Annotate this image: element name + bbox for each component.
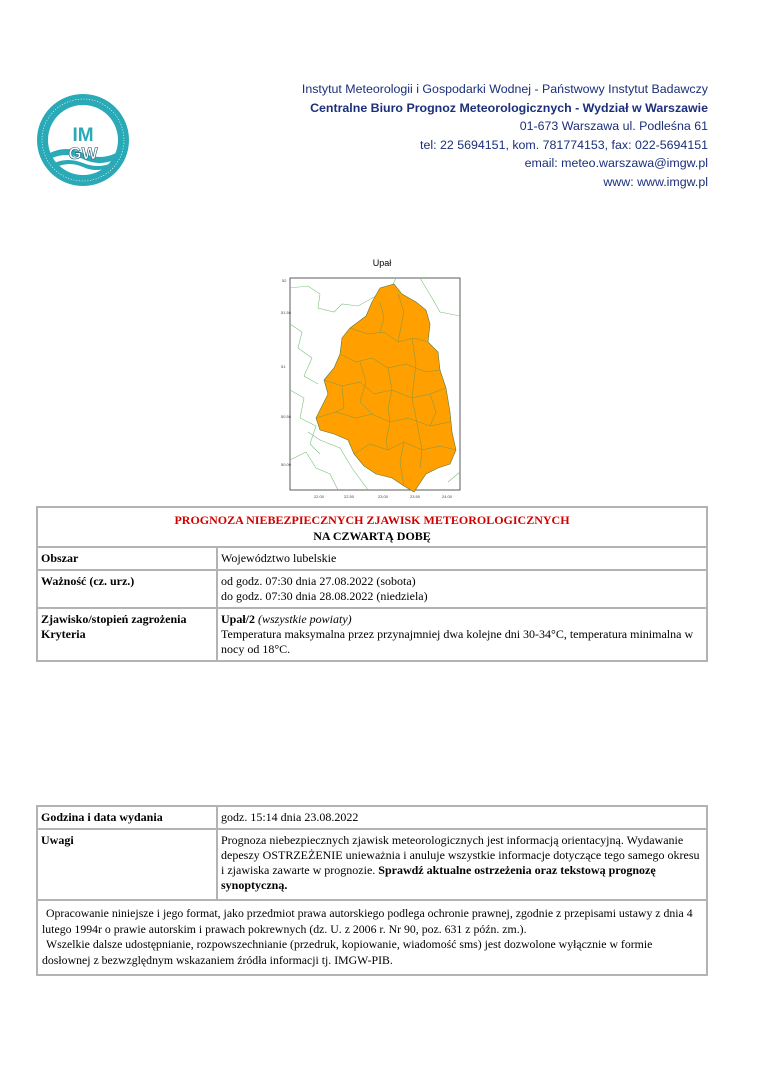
- office-name: Centralne Biuro Prognoz Meteorologicznych - Wydział w Warszawie: [310, 100, 708, 115]
- x-tick: 22.00: [314, 494, 325, 499]
- y-tick: 51: [281, 364, 286, 369]
- validity-to: do godz. 07:30 dnia 28.08.2022 (niedziela): [221, 589, 428, 603]
- y-tick: 52: [282, 278, 287, 283]
- notes-label: Uwagi: [37, 829, 217, 900]
- copyright-text-2: Wszelkie dalsze udostępnianie, rozpowszechnianie (przedruk, kopiowanie, wiadomość sms) jest dozwolone wyłącznie w formie dosłownej z bezwzględnym wskazaniem źródła informacji tj. IMGW-PIB.: [42, 937, 653, 967]
- copyright-text-1: Opracowanie niniejsze i jego format, jako przedmiot prawa autorskiego podlega ochronie prawnej, zgodnie z przepisami ustawy z dnia 4 lutego 1994r o prawie autorskim i prawach pokrewnych (dz. U. z 2006 r. Nr 90, poz. 631 z późn. zm.).: [42, 906, 693, 936]
- issued-label: Godzina i data wydania: [37, 806, 217, 829]
- notes-text: Prognoza niebezpiecznych zjawisk meteorologicznych jest informacją orientacyjną. Wydawanie depeszy OSTRZEŻENIE unieważnia i anuluje wszystkie informacje dotyczące tego samego okresu i zjawiska zawarte w prognozie.: [221, 833, 700, 877]
- issued-value: godz. 15:14 dnia 23.08.2022: [217, 806, 707, 829]
- svg-text:IM: IM: [72, 125, 94, 146]
- warning-title: [37, 507, 707, 547]
- phenomenon-cell: [217, 608, 707, 661]
- validity-from: od godz. 07:30 dnia 27.08.2022 (sobota): [221, 574, 416, 588]
- x-tick: 23.00: [378, 494, 389, 499]
- issue-table: [36, 805, 708, 976]
- criteria-value: Temperatura maksymalna przez przynajmniej dwa kolejne dni 30-34°C, temperatura minimalna w nocy od 18°C.: [221, 627, 694, 656]
- phenomenon-value: Upał/2: [221, 612, 256, 626]
- validity-value: [217, 570, 707, 608]
- notes-cell: [217, 829, 707, 900]
- x-tick: 22.50: [344, 494, 355, 499]
- address: 01-673 Warszawa ul. Podleśna 61: [519, 119, 708, 133]
- warning-table: [36, 506, 708, 662]
- notes-bold: Sprawdź aktualne ostrzeżenia oraz tekstową prognozę synoptyczną.: [221, 863, 656, 892]
- phone-line: tel: 22 5694151, kom. 781774153, fax: 022-5694151: [420, 137, 708, 152]
- phenomenon-scope: (wszystkie powiaty): [258, 612, 352, 626]
- warning-map: [280, 272, 470, 500]
- institute-header: [302, 80, 708, 191]
- imgw-logo: [36, 93, 130, 187]
- x-tick: 23.50: [410, 494, 421, 499]
- phenomenon-labels: [37, 608, 217, 661]
- y-tick: 50.50: [281, 414, 292, 419]
- phenomenon-label: Zjawisko/stopień zagrożenia: [41, 612, 187, 626]
- website-line: www: www.imgw.pl: [603, 174, 708, 189]
- email-line: email: meteo.warszawa@imgw.pl: [524, 156, 708, 170]
- map-title: Upał: [372, 258, 392, 268]
- warning-title-line2: NA CZWARTĄ DOBĘ: [313, 529, 431, 543]
- criteria-label: Kryteria: [41, 627, 86, 641]
- validity-label: Ważność (cz. urz.): [37, 570, 217, 608]
- x-tick: 24.00: [442, 494, 453, 499]
- area-value: Województwo lubelskie: [217, 547, 707, 570]
- y-tick: 51.50: [281, 310, 292, 315]
- area-label: Obszar: [37, 547, 217, 570]
- svg-text:GW: GW: [68, 144, 98, 163]
- institute-name: Instytut Meteorologii i Gospodarki Wodnej - Państwowy Instytut Badawczy: [301, 82, 708, 96]
- y-tick: 50.00: [281, 462, 292, 467]
- warning-title-line1: PROGNOZA NIEBEZPIECZNYCH ZJAWISK METEOROLOGICZNYCH: [174, 513, 570, 527]
- copyright-cell: [37, 900, 707, 975]
